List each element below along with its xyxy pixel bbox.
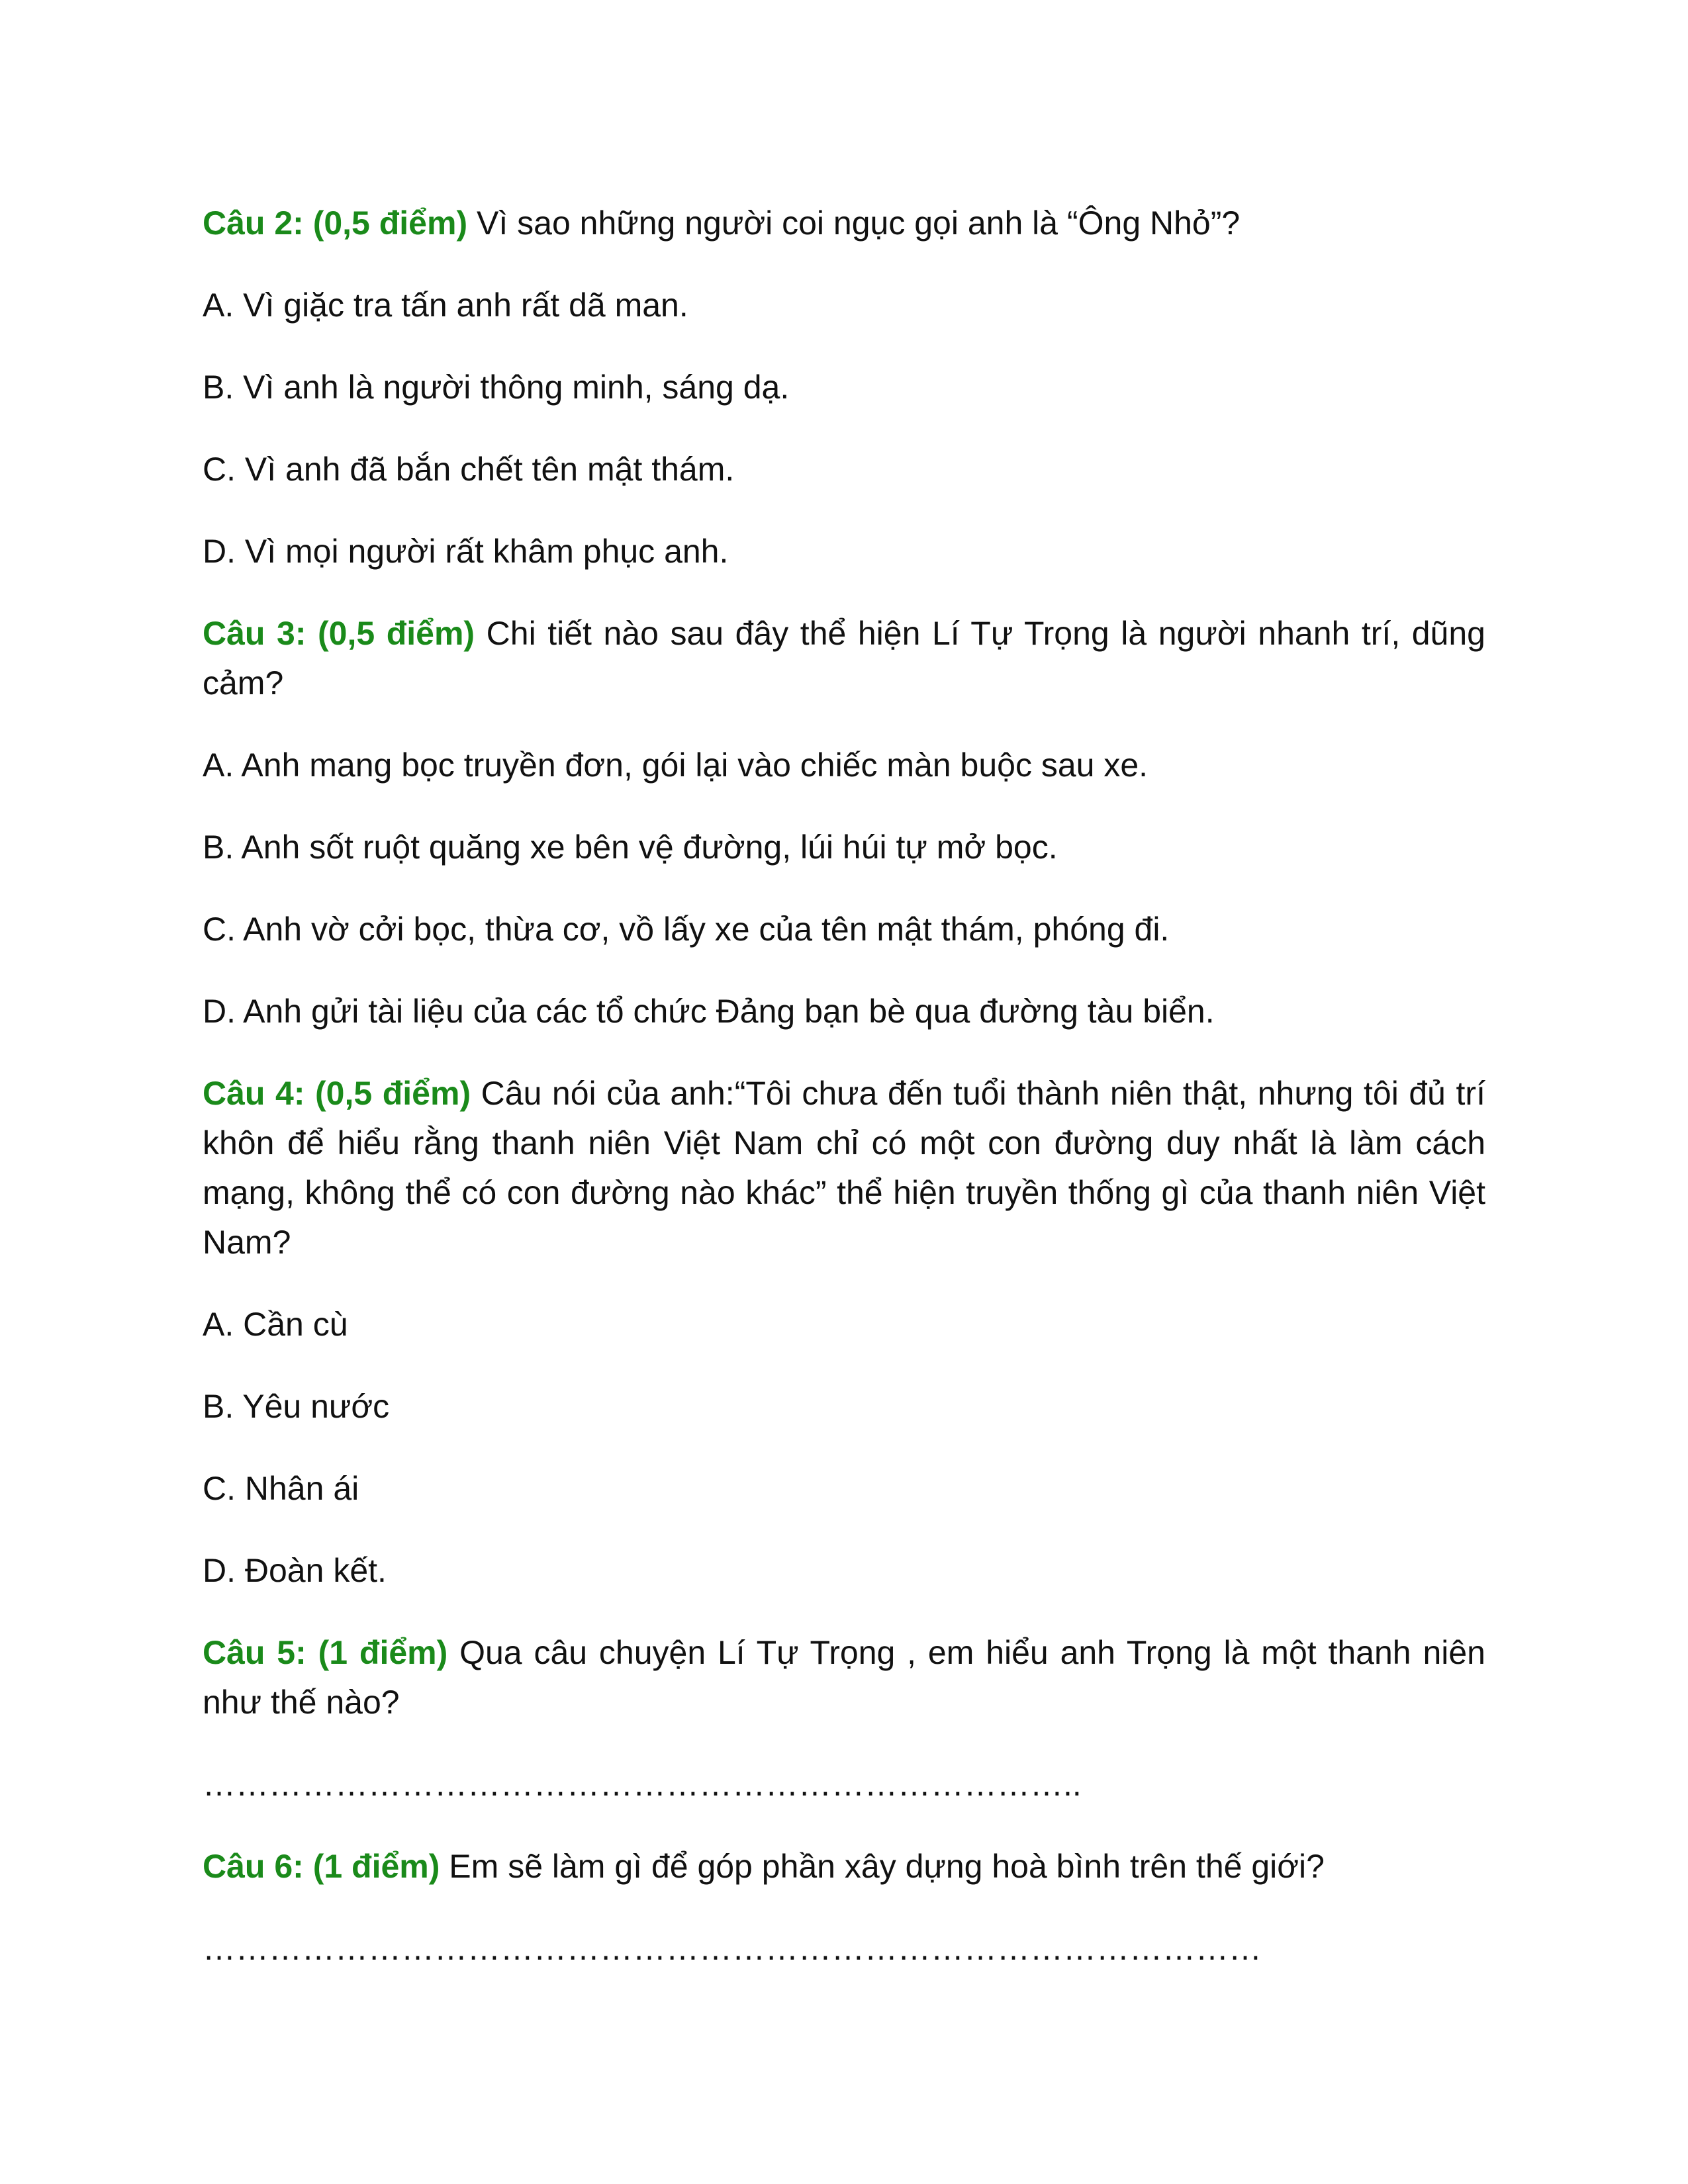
question-6-text: Em sẽ làm gì để góp phần xây dựng hoà bình trên thế giới? xyxy=(440,1848,1325,1885)
question-3-option-a: A. Anh mang bọc truyền đơn, gói lại vào chiếc màn buộc sau xe. xyxy=(203,747,1149,784)
question-2-option-c: C. Vì anh đã bắn chết tên mật thám. xyxy=(203,451,735,488)
question-4-option-b: B. Yêu nước xyxy=(203,1388,390,1425)
question-4-option-d: D. Đoàn kết. xyxy=(203,1552,387,1589)
question-2-text: Vì sao những người coi ngục gọi anh là “Ông Nhỏ”? xyxy=(467,205,1241,242)
question-6 xyxy=(203,1842,1485,1891)
question-5-answer-line: …………………………………………………………………….. xyxy=(203,1766,1082,1803)
question-4-label: Câu 4: (0,5 điểm) xyxy=(203,1075,471,1112)
question-4 xyxy=(203,1069,1485,1267)
question-2-label: Câu 2: (0,5 điểm) xyxy=(203,205,468,242)
question-3-option-c: C. Anh vờ cởi bọc, thừa cơ, vồ lấy xe của tên mật thám, phóng đi. xyxy=(203,911,1170,948)
question-2-option-d: D. Vì mọi người rất khâm phục anh. xyxy=(203,533,729,570)
question-5-label: Câu 5: (1 điểm) xyxy=(203,1634,448,1671)
question-2-option-b: B. Vì anh là người thông minh, sáng dạ. xyxy=(203,369,790,406)
question-3-label: Câu 3: (0,5 điểm) xyxy=(203,615,475,652)
question-3-option-d: D. Anh gửi tài liệu của các tổ chức Đảng bạn bè qua đường tàu biển. xyxy=(203,993,1215,1030)
question-3 xyxy=(203,609,1485,708)
question-6-label: Câu 6: (1 điểm) xyxy=(203,1848,440,1885)
question-4-option-a: A. Cần cù xyxy=(203,1306,348,1343)
question-4-option-c: C. Nhân ái xyxy=(203,1470,359,1507)
document-page xyxy=(203,199,1485,2006)
question-4-text: Câu nói của anh:“Tôi chưa đến tuổi thành niên thật, nhưng tôi đủ trí khôn để hiểu rằng thanh niên Việt Nam chỉ có một con đường duy nhất là làm cách mạng, không thể có con đường nào khác” thể hiện truyền thống gì của thanh niên Việt Nam? xyxy=(203,1075,1485,1261)
question-2 xyxy=(203,199,1485,248)
question-2-option-a: A. Vì giặc tra tấn anh rất dã man. xyxy=(203,287,688,324)
question-3-text: Chi tiết nào sau đây thể hiện Lí Tự Trọng là người nhanh trí, dũng cảm? xyxy=(203,615,1485,702)
question-5-text: Qua câu chuyện Lí Tự Trọng , em hiểu anh Trọng là một thanh niên như thế nào? xyxy=(203,1634,1485,1721)
question-6-answer-line: …………………………………………………………………………………… xyxy=(203,1930,1262,1967)
question-5 xyxy=(203,1628,1485,1727)
question-3-option-b: B. Anh sốt ruột quăng xe bên vệ đường, lúi húi tự mở bọc. xyxy=(203,829,1058,866)
